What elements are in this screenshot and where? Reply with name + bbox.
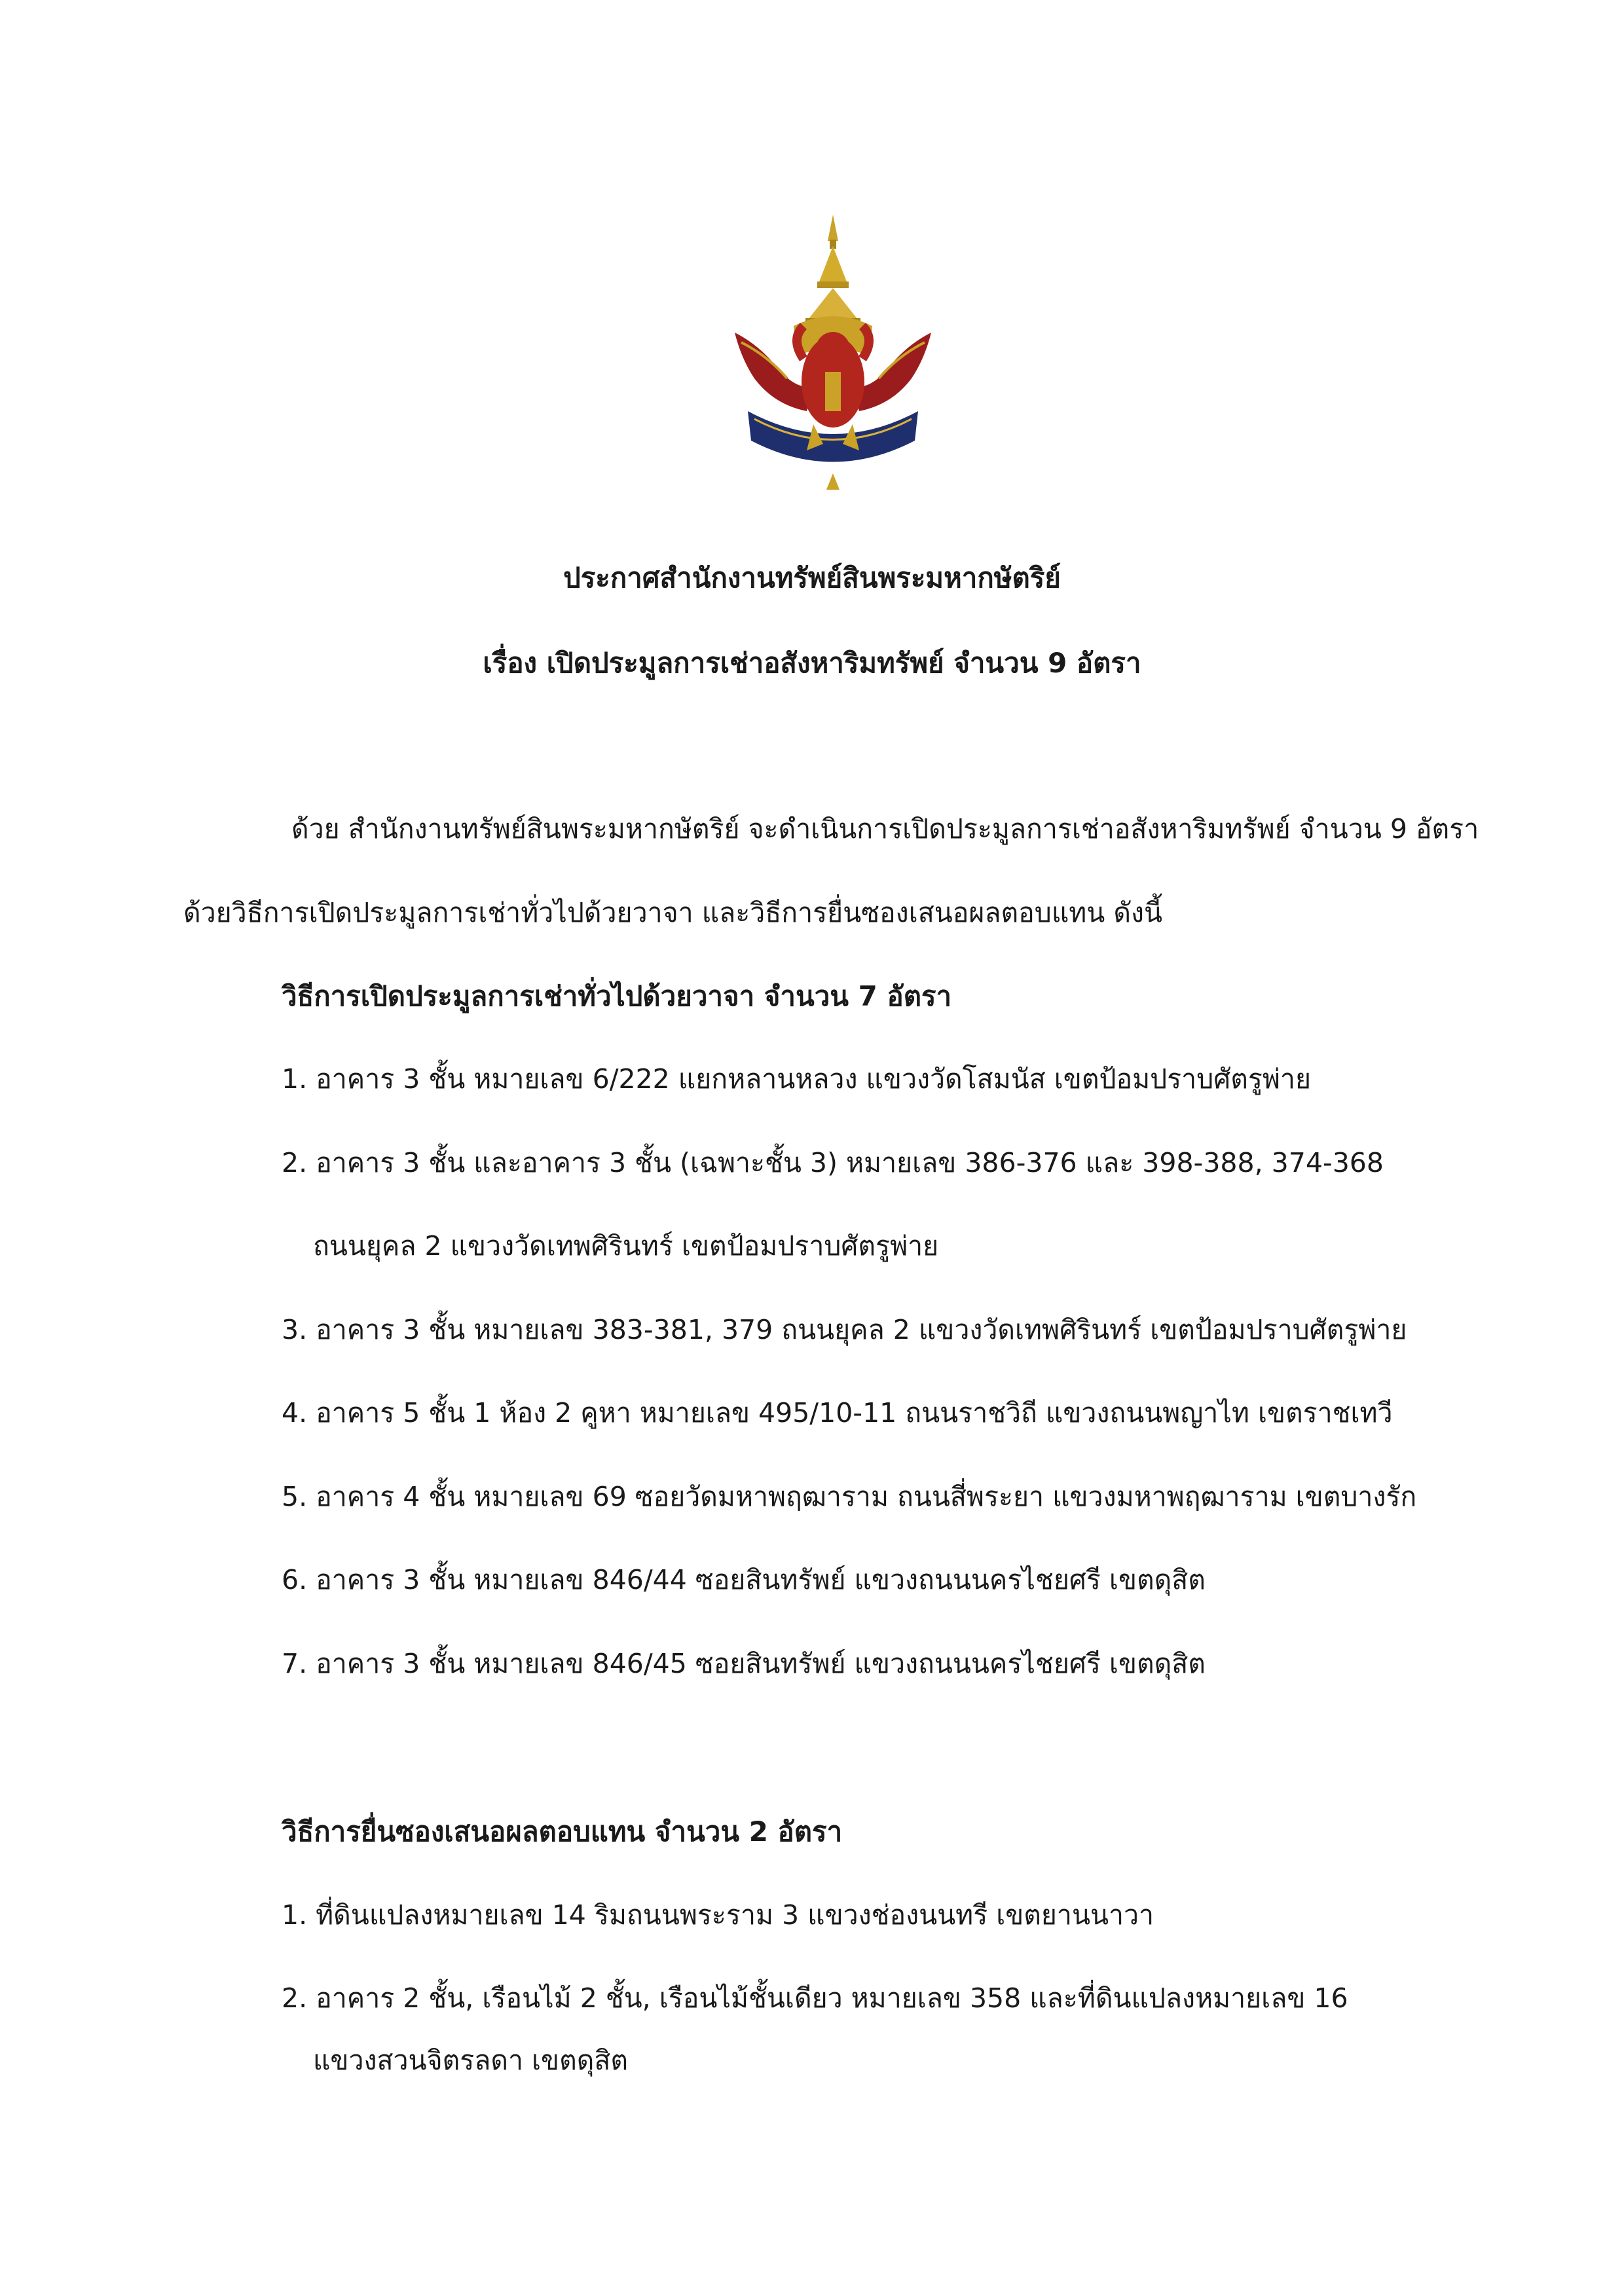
list-item: 5. อาคาร 4 ชั้น หมายเลข 69 ซอยวัดมหาพฤฒาราม ถนนสี่พระยา แขวงมหาพฤฒาราม เขตบางรัก: [282, 1481, 1417, 1512]
list-item-continuation: ถนนยุคล 2 แขวงวัดเทพศิรินทร์ เขตป้อมปราบศัตรูพ่าย: [313, 1230, 939, 1262]
list-item: 3. อาคาร 3 ชั้น หมายเลข 383-381, 379 ถนนยุคล 2 แขวงวัดเทพศิรินทร์ เขตป้อมปราบศัตรูพ่าย: [282, 1314, 1407, 1345]
intro-paragraph-line2: ด้วยวิธีการเปิดประมูลการเช่าทั่วไปด้วยวาจา และวิธีการยื่นซองเสนอผลตอบแทน ดังนี้: [183, 897, 1162, 928]
list-item: 4. อาคาร 5 ชั้น 1 ห้อง 2 คูหา หมายเลข 495/10-11 ถนนราชวิถี แขวงถนนพญาไท เขตราชเทวี: [282, 1397, 1393, 1429]
list-item: 7. อาคาร 3 ชั้น หมายเลข 846/45 ซอยสินทรัพย์ แขวงถนนนครไชยศรี เขตดุสิต: [282, 1648, 1206, 1679]
announcement-subject: เรื่อง เปิดประมูลการเช่าอสังหาริมทรัพย์ จำนวน 9 อัตรา: [483, 647, 1141, 679]
list-item: 1. อาคาร 3 ชั้น หมายเลข 6/222 แยกหลานหลวง แขวงวัดโสมนัส เขตป้อมปราบศัตรูพ่าย: [282, 1063, 1311, 1095]
list-item-continuation: แขวงสวนจิตรลดา เขตดุสิต: [313, 2045, 628, 2076]
list-item: 2. อาคาร 2 ชั้น, เรือนไม้ 2 ชั้น, เรือนไม้ชั้นเดียว หมายเลข 358 และที่ดินแปลงหมายเลข 16: [282, 1982, 1348, 2014]
announcement-title: ประกาศสำนักงานทรัพย์สินพระมหากษัตริย์: [563, 562, 1061, 594]
list-item: 2. อาคาร 3 ชั้น และอาคาร 3 ชั้น (เฉพาะชั้น 3) หมายเลข 386-376 และ 398-388, 374-368: [282, 1147, 1384, 1178]
intro-paragraph-line1: ด้วย สำนักงานทรัพย์สินพระมหากษัตริย์ จะดำเนินการเปิดประมูลการเช่าอสังหาริมทรัพย์ จำนวน 9 อัตรา: [291, 813, 1479, 845]
section-heading-sealed-bid: วิธีการยื่นซองเสนอผลตอบแทน จำนวน 2 อัตรา: [282, 1815, 843, 1848]
section-heading-oral-auction: วิธีการเปิดประมูลการเช่าทั่วไปด้วยวาจา จำนวน 7 อัตรา: [282, 980, 952, 1012]
list-item: 1. ที่ดินแปลงหมายเลข 14 ริมถนนพระราม 3 แขวงช่องนนทรี เขตยานนาวา: [282, 1899, 1154, 1931]
list-item: 6. อาคาร 3 ชั้น หมายเลข 846/44 ซอยสินทรัพย์ แขวงถนนนครไชยศรี เขตดุสิต: [282, 1564, 1206, 1595]
garuda-emblem-icon: [735, 215, 931, 493]
